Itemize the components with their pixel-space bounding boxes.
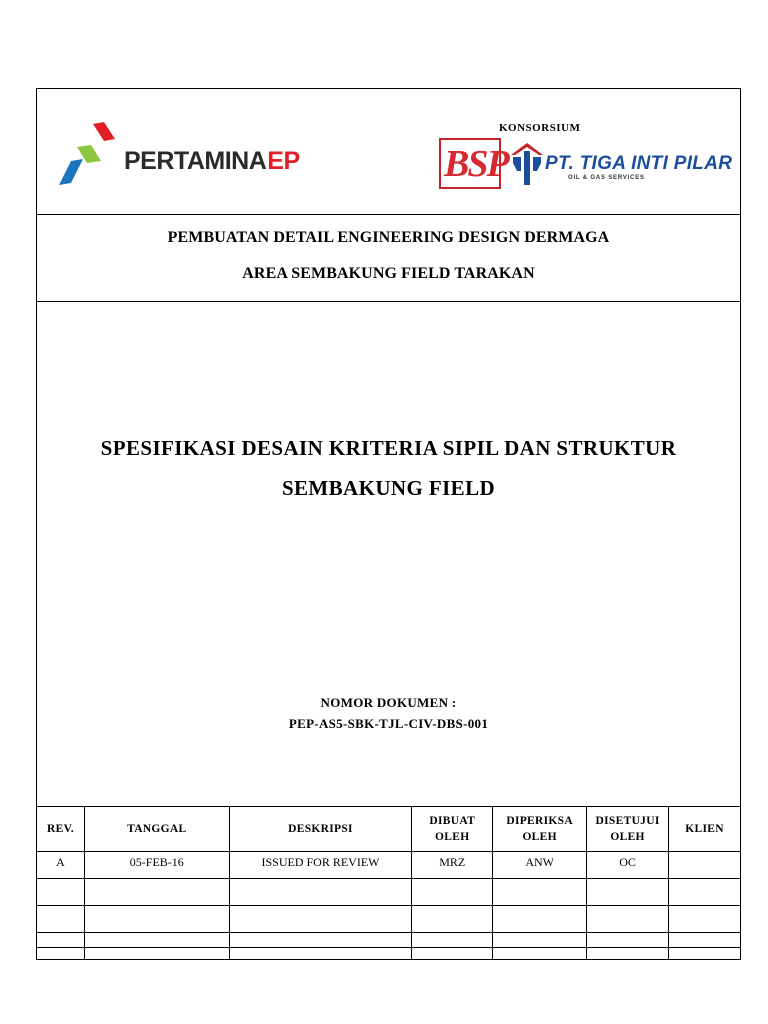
tiga-inti-pilar-icon <box>509 141 545 187</box>
bsp-logo <box>439 138 508 189</box>
pertamina-ep-logo <box>57 121 300 191</box>
cell-deskripsi <box>229 906 412 933</box>
col-header-rev: REV. <box>37 807 85 852</box>
table-row <box>37 906 741 933</box>
cell-klien <box>669 879 741 906</box>
col-header-diperiksa-oleh: DIPERIKSA OLEH <box>493 807 587 852</box>
table-row <box>37 933 741 960</box>
col-header-tanggal: TANGGAL <box>84 807 229 852</box>
table-row <box>37 852 741 879</box>
project-title-line-2: AREA SEMBAKUNG FIELD TARAKAN <box>242 265 535 282</box>
cell-dibuat-oleh: MRZ <box>412 852 493 879</box>
cell-dibuat-oleh <box>412 879 493 906</box>
cell-klien <box>669 852 741 879</box>
pertamina-wordmark: PERTAMINAEP <box>124 147 300 175</box>
cell-dibuat-oleh <box>412 933 493 960</box>
cell-tanggal <box>84 879 229 906</box>
col-header-dibuat-oleh: DIBUAT OLEH <box>412 807 493 852</box>
tiga-inti-pilar-tagline: OIL & GAS SERVICES <box>568 175 645 181</box>
cell-klien <box>669 933 741 960</box>
cell-tanggal <box>84 933 229 960</box>
cell-disetujui-oleh <box>587 933 669 960</box>
cell-tanggal: 05-FEB-16 <box>84 852 229 879</box>
logo-header <box>37 89 740 215</box>
tiga-inti-pilar-name: PT. TIGA INTI PILAR <box>545 153 733 174</box>
document-title-line-1: SPESIFIKASI DESAIN KRITERIA SIPIL DAN STRUKTUR <box>100 436 677 460</box>
cell-dibuat-oleh <box>412 906 493 933</box>
revision-table <box>36 806 741 960</box>
cell-deskripsi <box>229 879 412 906</box>
col-header-klien: KLIEN <box>669 807 741 852</box>
cell-diperiksa-oleh <box>493 933 587 960</box>
cell-disetujui-oleh <box>587 906 669 933</box>
cell-rev: A <box>37 852 85 879</box>
document-number: PEP-AS5-SBK-TJL-CIV-DBS-001 <box>288 716 489 731</box>
konsorsium-label: KONSORSIUM <box>499 122 581 134</box>
cell-diperiksa-oleh: ANW <box>493 852 587 879</box>
document-number-label: NOMOR DOKUMEN : <box>320 695 457 710</box>
cell-deskripsi <box>229 933 412 960</box>
project-title-band <box>37 214 740 302</box>
cell-deskripsi: ISSUED FOR REVIEW <box>229 852 412 879</box>
cell-disetujui-oleh: OC <box>587 852 669 879</box>
cell-rev <box>37 906 85 933</box>
cell-rev <box>37 879 85 906</box>
revision-table-header <box>37 807 741 852</box>
table-row <box>37 879 741 906</box>
cell-disetujui-oleh <box>587 879 669 906</box>
bsp-logo-text: BSP <box>444 143 508 185</box>
project-title-line-1: PEMBUATAN DETAIL ENGINEERING DESIGN DERMAGA <box>167 229 610 246</box>
document-title-line-2: SEMBAKUNG FIELD <box>281 476 496 500</box>
cell-tanggal <box>84 906 229 933</box>
pertamina-arrow-icon <box>57 121 119 191</box>
cell-diperiksa-oleh <box>493 879 587 906</box>
cell-klien <box>669 906 741 933</box>
document-frame <box>36 88 741 948</box>
col-header-deskripsi: DESKRIPSI <box>229 807 412 852</box>
cell-diperiksa-oleh <box>493 906 587 933</box>
cell-rev <box>37 933 85 960</box>
col-header-disetujui-oleh: DISETUJUI OLEH <box>587 807 669 852</box>
